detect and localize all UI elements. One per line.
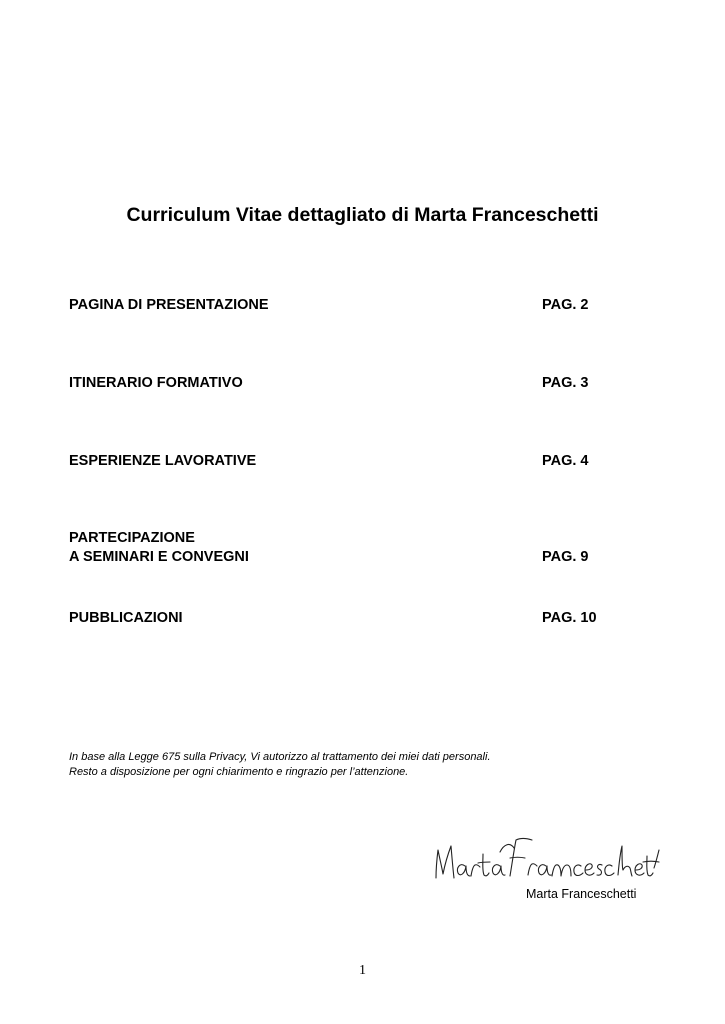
toc-entry-label: ESPERIENZE LAVORATIVE (69, 453, 257, 469)
toc-entry-label: PARTECIPAZIONE A SEMINARI E CONVEGNI (69, 530, 249, 565)
toc-entry-pubblicazioni (69, 609, 629, 628)
toc-entry-page: PAG. 3 (542, 375, 589, 391)
toc-entry-itinerario (69, 374, 629, 393)
privacy-notice (69, 750, 491, 780)
privacy-notice-line: In base alla Legge 675 sulla Privacy, Vi autorizzo al trattamento dei miei dati personali. (69, 751, 491, 763)
page-number: 1 (359, 963, 366, 978)
closing-notice-line: Resto a disposizione per ogni chiarimento e ringrazio per l’attenzione. (69, 766, 409, 778)
toc-entry-esperienze (69, 452, 629, 471)
toc-entry-presentazione (69, 296, 629, 315)
toc-entry-seminari (69, 529, 629, 567)
document-title: Curriculum Vitae dettagliato di Marta Franceschetti (126, 204, 599, 226)
toc-entry-label: PAGINA DI PRESENTAZIONE (69, 297, 269, 313)
toc-entry-label: PUBBLICAZIONI (69, 610, 183, 626)
toc-entry-page: PAG. 10 (542, 610, 597, 626)
toc-entry-page: PAG. 2 (542, 297, 589, 313)
toc-entry-label: ITINERARIO FORMATIVO (69, 375, 243, 391)
toc-entry-page: PAG. 9 (542, 549, 589, 565)
toc-entry-page: PAG. 4 (542, 453, 589, 469)
signer-name: Marta Franceschetti (526, 887, 637, 901)
handwritten-signature (430, 832, 660, 884)
